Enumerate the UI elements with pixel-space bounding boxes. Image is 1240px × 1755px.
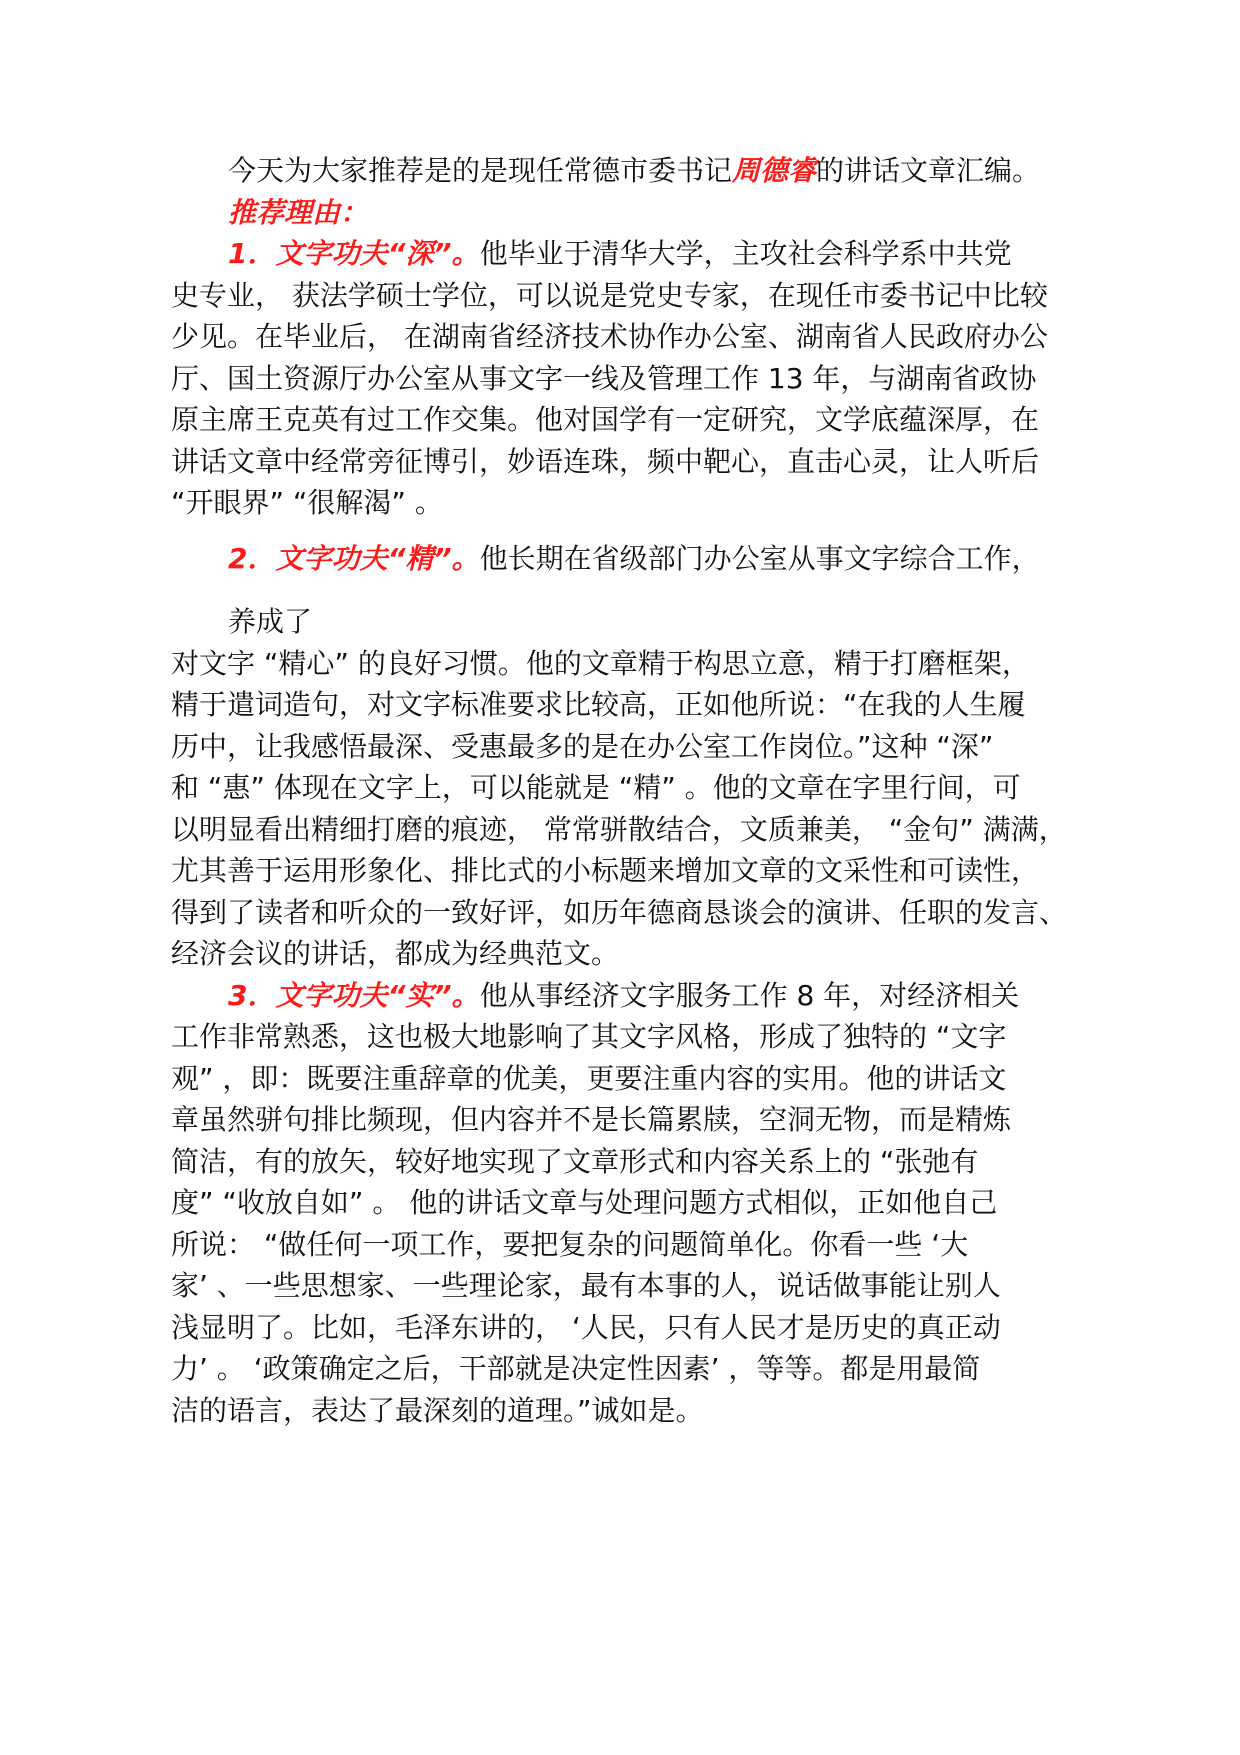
section-2 (171, 538, 1091, 975)
section-3-text-line: 浅显明了。比如，毛泽东讲的， ‘人民，只有人民才是历史的真正动 (171, 1310, 1001, 1344)
paragraph-gap (171, 524, 1091, 538)
section-1-text-line: 史专业， 获法学硕士学位，可以说是党史专家，在现任市委书记中比较 (171, 278, 1048, 312)
section-1-text-line: 他毕业于清华大学，主攻社会科学系中共党 (479, 237, 1012, 270)
section-3-text-line: 简洁，有的放矢，较好地实现了文章形式和内容关系上的 “张弛有 (171, 1144, 979, 1178)
section-2-text-line: 尤其善于运用形象化、排比式的小标题来增加文章的文采性和可读性， (171, 854, 1040, 887)
section-3-text-line: 力’ 。 ‘政策确定之后，干部就是决定性因素’ ，等等。都是用最简 (171, 1352, 981, 1385)
section-1-first-line (171, 233, 1091, 275)
section-3-text-line: 章虽然骈句排比频现，但内容并不是长篇累牍，空洞无物，而是精炼 (171, 1103, 1012, 1136)
section-3-text-line: 洁的语言，表达了最深刻的道理。”诚如是。 (171, 1393, 704, 1427)
section-3-text-line: 工作非常熟悉，这也极大地影响了其文字风格，形成了独特的 “文字 (171, 1020, 1007, 1053)
section-1-text-line: 厅、国土资源厅办公室从事文字一线及管理工作 13 年，与湖南省政协 (171, 361, 1037, 395)
section-2-text-line: 历中，让我感悟最深、受惠最多的是在办公室工作岗位。”这种 “深” (171, 729, 994, 763)
section-2-heading: 2．文字功夫“精”。 (228, 541, 480, 575)
section-3-text-line: 所说： “做任何一项工作，要把复杂的问题简单化。你看一些 ‘大 (171, 1227, 969, 1261)
section-2-text-line: 养成了 (228, 605, 313, 638)
section-3-text-line: 观” ，即：既要注重辞章的优美，更要注重内容的实用。他的讲话文 (171, 1061, 1007, 1095)
reasons-heading-line (171, 192, 1091, 234)
intro-prefix: 今天为大家推荐是的是现任常德市委书记 (228, 154, 733, 187)
section-2-text-line: 经济会议的讲话，都成为经典范文。 (171, 937, 620, 970)
intro-line (171, 150, 1091, 192)
reasons-heading: 推荐理由： (228, 195, 369, 229)
section-1-text-line: “开眼界” “很解渴” 。 (171, 486, 443, 519)
section-3-text-line: 他从事经济文字服务工作 8 年，对经济相关 (479, 978, 1020, 1012)
section-3 (171, 975, 1091, 1432)
section-3-text-line: 度” “收放自如” 。 他的讲话文章与处理问题方式相似，正如他自己 (171, 1186, 998, 1219)
section-3-first-line (171, 975, 1091, 1017)
section-1-text-line: 少见。在毕业后， 在湖南省经济技术协作办公室、湖南省人民政府办公 (171, 320, 1048, 353)
section-1-text-line: 讲话文章中经常旁征博引，妙语连珠，频中靶心，直击心灵，让人听后 (171, 444, 1040, 478)
section-3-heading: 3．文字功夫“实”。 (228, 978, 480, 1012)
section-2-first-line (171, 538, 1091, 580)
article-body (171, 150, 1091, 1431)
paragraph-gap (171, 579, 1091, 601)
section-3-text-line: 家’ 、一些思想家、一些理论家，最有本事的人，说话做事能让别人 (171, 1269, 1001, 1302)
section-2-text-line: 对文字 “精心” 的良好习惯。他的文章精于构思立意，精于打磨框架， (171, 646, 1030, 680)
section-1-text-line: 原主席王克英有过工作交集。他对国学有一定研究，文学底蕴深厚，在 (171, 403, 1040, 436)
intro-suffix: 的讲话文章汇编。 (816, 154, 1041, 187)
section-2-text-line: 得到了读者和听众的一致好评，如历年德商恳谈会的演讲、任职的发言、 (171, 895, 1068, 929)
section-2-text-line: 精于遣词造句，对文字标准要求比较高，正如他所说：“在我的人生履 (171, 688, 1026, 721)
secretary-name: 周德睿 (732, 154, 817, 187)
section-2-text-line: 以明显看出精细打磨的痕迹， 常常骈散结合，文质兼美， “金句” 满满， (171, 812, 1067, 846)
section-2-text-line: 他长期在省级部门办公室从事文字综合工作， (479, 541, 1040, 575)
section-1 (171, 233, 1091, 524)
section-2-text-line: 和 “惠” 体现在文字上，可以能就是 “精” 。他的文章在字里行间，可 (171, 771, 1021, 804)
section-1-heading: 1．文字功夫“深”。 (228, 237, 480, 270)
